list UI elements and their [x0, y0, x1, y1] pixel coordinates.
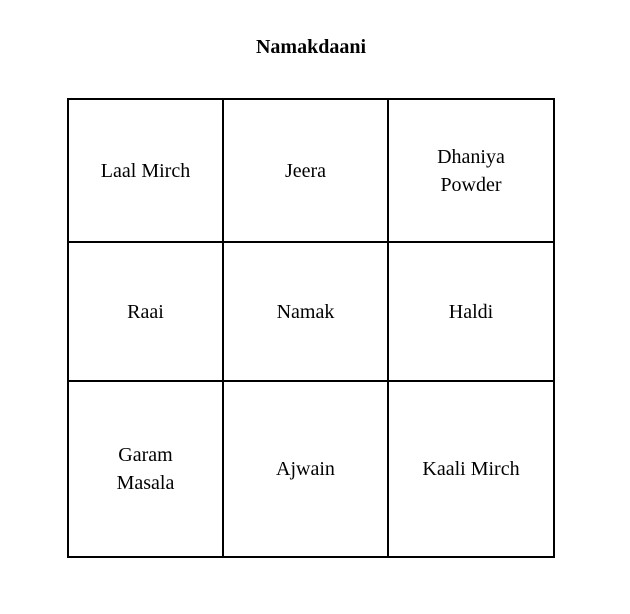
grid-cell-r3-c3 — [389, 382, 553, 556]
cell-label: Ajwain — [276, 458, 335, 480]
grid-cell-r1-c1 — [69, 100, 224, 243]
grid-cell-r2-c1 — [69, 243, 224, 382]
grid-cell-r2-c2 — [224, 243, 389, 382]
grid-cell-r3-c1 — [69, 382, 224, 556]
cell-label: Kaali Mirch — [422, 458, 520, 480]
cell-label: Jeera — [284, 159, 327, 182]
grid-cell-r2-c3 — [389, 243, 553, 382]
cell-label: Namak — [276, 300, 335, 323]
grid-cell-r1-c3 — [389, 100, 553, 243]
cell-label: Raai — [127, 300, 164, 323]
cell-label: Haldi — [448, 300, 494, 323]
spice-box-grid — [67, 98, 555, 558]
cell-label: Dhaniya Powder — [437, 145, 505, 196]
cell-label: Garam Masala — [116, 444, 175, 494]
cell-label: Laal Mirch — [100, 159, 191, 182]
grid-cell-r3-c2 — [224, 382, 389, 556]
grid-cell-r1-c2 — [224, 100, 389, 243]
diagram-title: Namakdaani — [255, 36, 367, 58]
